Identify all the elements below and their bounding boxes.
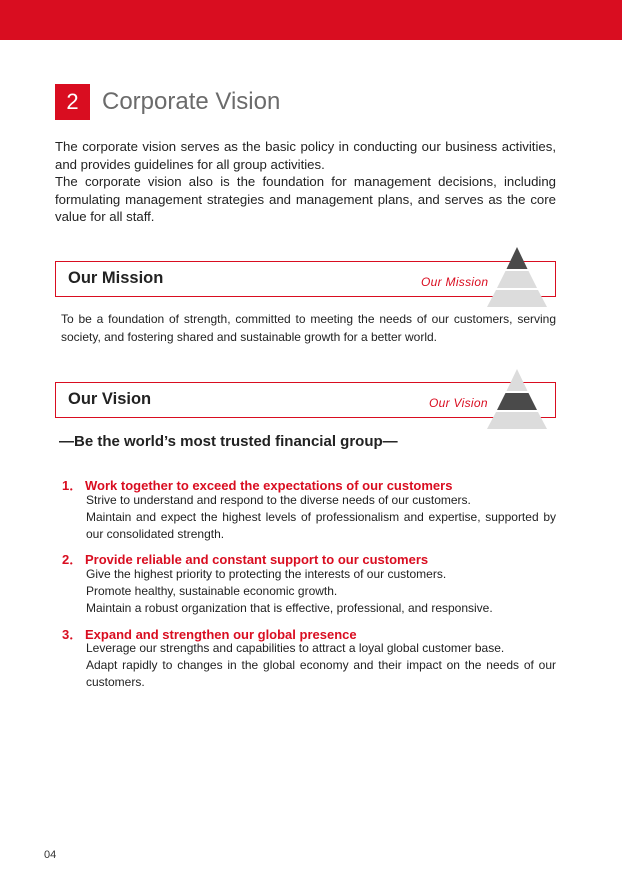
section-number-badge: 2	[55, 84, 90, 120]
pyramid-top-tier	[507, 369, 528, 391]
vision-item-number: 3．	[62, 627, 83, 642]
vision-item-line: Leverage our strengths and capabilities to attract a loyal global customer base.	[86, 641, 505, 655]
vision-item-body	[86, 492, 556, 543]
page-title: Corporate Vision	[102, 88, 281, 115]
intro-paragraph: The corporate vision serves as the basic policy in conducting our business activities, and provides guidelines for all group activities.	[55, 139, 556, 172]
pyramid-top-tier	[507, 247, 528, 269]
vision-tag: Our Vision	[429, 396, 488, 410]
vision-item-line: Promote healthy, sustainable economic growth.	[86, 584, 338, 598]
vision-item-line: Maintain a robust organization that is effective, professional, and responsive.	[86, 601, 493, 615]
vision-item-line: Strive to understand and respond to the diverse needs of our customers.	[86, 493, 471, 507]
mission-tag: Our Mission	[421, 275, 489, 289]
vision-item-number: 2．	[62, 552, 83, 567]
vision-slogan: —Be the world’s most trusted financial group—	[59, 433, 398, 450]
intro-text	[55, 138, 556, 226]
mission-pyramid-icon	[486, 246, 548, 308]
vision-item-body	[86, 640, 556, 691]
page-number: 04	[44, 849, 57, 861]
vision-item-heading: Expand and strengthen our global presence	[85, 627, 357, 642]
pyramid-bottom-tier	[487, 290, 547, 307]
mission-heading-box	[55, 261, 556, 297]
vision-heading-box	[55, 382, 556, 418]
vision-item-number: 1．	[62, 478, 83, 493]
vision-item-line: Adapt rapidly to changes in the global economy and their impact on the needs of our customers.	[86, 658, 556, 689]
pyramid-bottom-tier	[487, 412, 547, 429]
pyramid-middle-tier	[497, 393, 537, 410]
vision-item-line: Maintain and expect the highest levels of professionalism and expertise, supported by our consolidated strength.	[86, 510, 556, 541]
mission-statement: To be a foundation of strength, committed to meeting the needs of our customers, serving society, and fostering shared and sustainable growth for a better world.	[61, 312, 556, 344]
mission-heading: Our Mission	[68, 269, 164, 287]
intro-paragraph: The corporate vision also is the foundation for management decisions, including formulating management strategies and management plans, and serves as the core value for all staff.	[55, 174, 556, 225]
vision-item-body	[86, 566, 556, 617]
vision-heading: Our Vision	[68, 390, 152, 408]
vision-item-heading: Provide reliable and constant support to our customers	[85, 552, 429, 567]
top-banner	[0, 0, 622, 40]
pyramid-middle-tier	[497, 271, 537, 288]
vision-item-line: Give the highest priority to protecting the interests of our customers.	[86, 567, 447, 581]
vision-item-heading: Work together to exceed the expectations of our customers	[85, 478, 453, 493]
vision-pyramid-icon	[486, 368, 548, 430]
